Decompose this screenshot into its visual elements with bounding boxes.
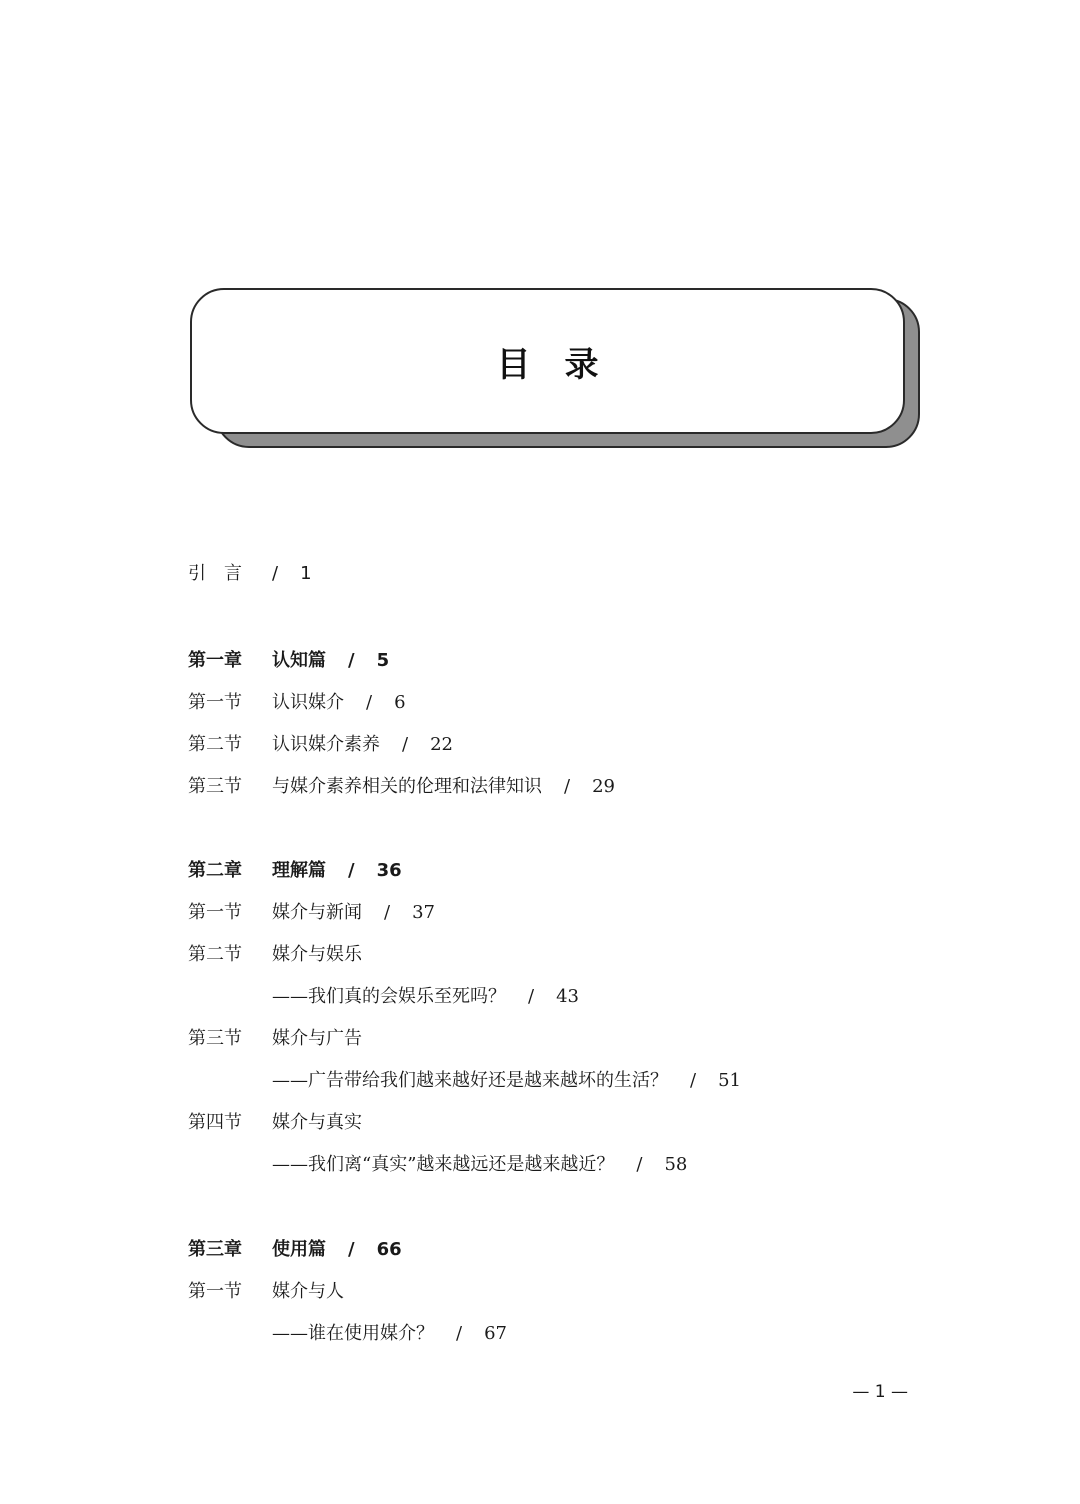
toc-entry-intro[interactable] — [188, 554, 312, 594]
toc-entry-chapter[interactable] — [188, 1230, 402, 1270]
toc-entry-title: 媒介与广告 — [272, 1028, 362, 1049]
toc-entry-label: 第一节 — [188, 902, 242, 923]
toc-separator: / — [564, 776, 571, 797]
toc-entry-subtitle[interactable] — [188, 977, 579, 1017]
toc-separator: / — [456, 1323, 463, 1344]
page-number: — 1 — — [852, 1382, 908, 1402]
toc-separator: / — [690, 1070, 697, 1091]
toc-page-number: 67 — [484, 1323, 507, 1344]
toc-separator: / — [348, 860, 355, 881]
toc-entry-label: 第一章 — [188, 650, 242, 671]
toc-entry-title: ——我们真的会娱乐至死吗？ — [272, 986, 506, 1007]
toc-page-number: 51 — [718, 1070, 741, 1091]
toc-entry-label: 第二章 — [188, 860, 242, 881]
toc-entry-title: 与媒介素养相关的伦理和法律知识 — [272, 776, 542, 797]
toc-page-number: 43 — [556, 986, 579, 1007]
toc-entry-label: 第二节 — [188, 944, 242, 965]
toc-entry-title: ——我们离“真实”越来越远还是越来越近？ — [272, 1154, 615, 1175]
toc-separator: / — [402, 734, 409, 755]
toc-entry-title: 媒介与娱乐 — [272, 944, 362, 965]
toc-entry-title: 媒介与新闻 — [272, 902, 362, 923]
toc-page-number: 58 — [664, 1154, 688, 1175]
toc-entry-title: 使用篇 — [272, 1239, 326, 1260]
toc-page-number: 1 — [300, 563, 312, 584]
toc-entry-title: 认识媒介素养 — [272, 734, 380, 755]
toc-separator: / — [384, 902, 391, 923]
toc-separator: / — [272, 563, 279, 584]
toc-entry-section[interactable] — [188, 1103, 362, 1143]
toc-entry-title: 理解篇 — [272, 860, 326, 881]
toc-entry-subtitle[interactable] — [188, 1314, 507, 1354]
toc-separator: / — [528, 986, 535, 1007]
toc-entry-label: 第三节 — [188, 1028, 242, 1049]
toc-entry-label: 第一节 — [188, 692, 242, 713]
toc-entry-section[interactable] — [188, 683, 406, 723]
page-title: 目录 — [496, 344, 633, 385]
toc-entry-section[interactable] — [188, 1272, 344, 1312]
toc-separator: / — [348, 1239, 355, 1260]
toc-page-number: 66 — [376, 1239, 402, 1260]
toc-entry-chapter[interactable] — [188, 851, 402, 891]
toc-separator: / — [636, 1154, 643, 1175]
toc-entry-section[interactable] — [188, 935, 362, 975]
toc-page-number: 5 — [376, 650, 390, 671]
toc-page-number: 37 — [412, 902, 435, 923]
toc-page-number: 6 — [394, 692, 406, 713]
toc-entry-chapter[interactable] — [188, 641, 389, 681]
toc-entry-title: 认知篇 — [272, 650, 326, 671]
toc-entry-label: 引 言 — [188, 563, 242, 584]
toc-entry-title: ——谁在使用媒介？ — [272, 1323, 434, 1344]
toc-entry-section[interactable] — [188, 893, 435, 933]
toc-separator: / — [366, 692, 373, 713]
toc-entry-subtitle[interactable] — [188, 1061, 741, 1101]
title-box — [190, 288, 905, 434]
toc-entry-title: 媒介与真实 — [272, 1112, 362, 1133]
toc-entry-label: 第二节 — [188, 734, 242, 755]
toc-page-number: 22 — [430, 734, 453, 755]
toc-entry-label: 第三节 — [188, 776, 242, 797]
toc-entry-title: 媒介与人 — [272, 1281, 344, 1302]
toc-page-number: 29 — [592, 776, 615, 797]
toc-entry-subtitle[interactable] — [188, 1145, 687, 1185]
toc-entry-section[interactable] — [188, 767, 615, 807]
toc-entry-label: 第四节 — [188, 1112, 242, 1133]
toc-entry-section[interactable] — [188, 1019, 362, 1059]
toc-entry-title: 认识媒介 — [272, 692, 344, 713]
toc-page-number: 36 — [376, 860, 402, 881]
toc-entry-label: 第三章 — [188, 1239, 242, 1260]
toc-separator: / — [348, 650, 355, 671]
toc-entry-label: 第一节 — [188, 1281, 242, 1302]
toc-entry-section[interactable] — [188, 725, 453, 765]
toc-entry-title: ——广告带给我们越来越好还是越来越坏的生活？ — [272, 1070, 668, 1091]
